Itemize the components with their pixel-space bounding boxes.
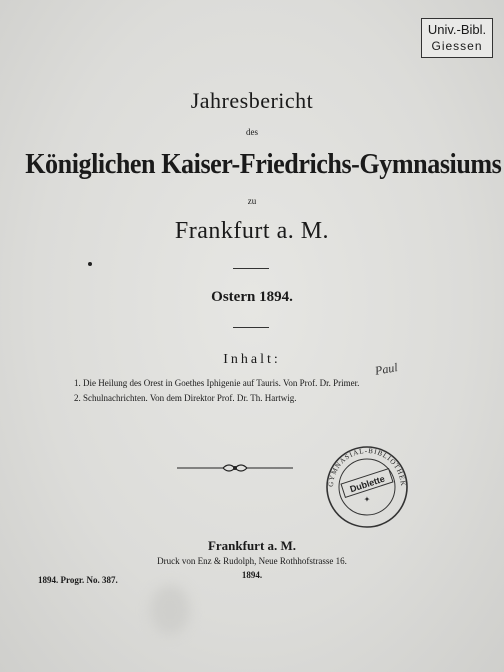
title-connector-des: des (246, 127, 258, 137)
imprint-printer: Druck von Enz & Rudolph, Neue Rothhofstrasse 16. (157, 556, 347, 566)
imprint-year: 1894. (241, 570, 263, 580)
seal-overprint: Dublette (348, 473, 386, 495)
contents-heading: Inhalt: (223, 352, 281, 367)
report-title: Jahresbericht (190, 88, 314, 113)
library-stamp (421, 18, 493, 58)
imprint-place: Frankfurt a. M. (207, 538, 297, 553)
ornament-divider (175, 458, 295, 483)
seal-ring-text: GYMNASIAL-BIBLIOTHEK (326, 446, 408, 488)
city-name: Frankfurt a. M. (174, 218, 330, 244)
divider-rule (233, 327, 269, 328)
library-stamp-line2: Giessen (431, 39, 483, 53)
ink-dot (88, 262, 92, 266)
svg-text:✦: ✦ (363, 495, 371, 504)
handwritten-note: Paul (373, 360, 399, 378)
title-connector-zu: zu (247, 196, 257, 206)
library-stamp-line1: Univ.-Bibl. (427, 22, 487, 37)
library-seal (324, 444, 410, 535)
program-number: 1894. Progr. No. 387. (38, 575, 118, 585)
divider-rule (233, 268, 269, 269)
date-line: Ostern 1894. (211, 289, 293, 305)
contents-item: 1. Die Heilung des Orest in Goethes Iphigenie auf Tauris. Von Prof. Dr. Primer. (74, 378, 360, 388)
paper-smudge (150, 585, 190, 635)
contents-item: 2. Schulnachrichten. Von dem Direktor Prof. Dr. Th. Hartwig. (74, 393, 297, 403)
school-name: Königlichen Kaiser-Friedrichs-Gymnasiums (25, 148, 502, 180)
